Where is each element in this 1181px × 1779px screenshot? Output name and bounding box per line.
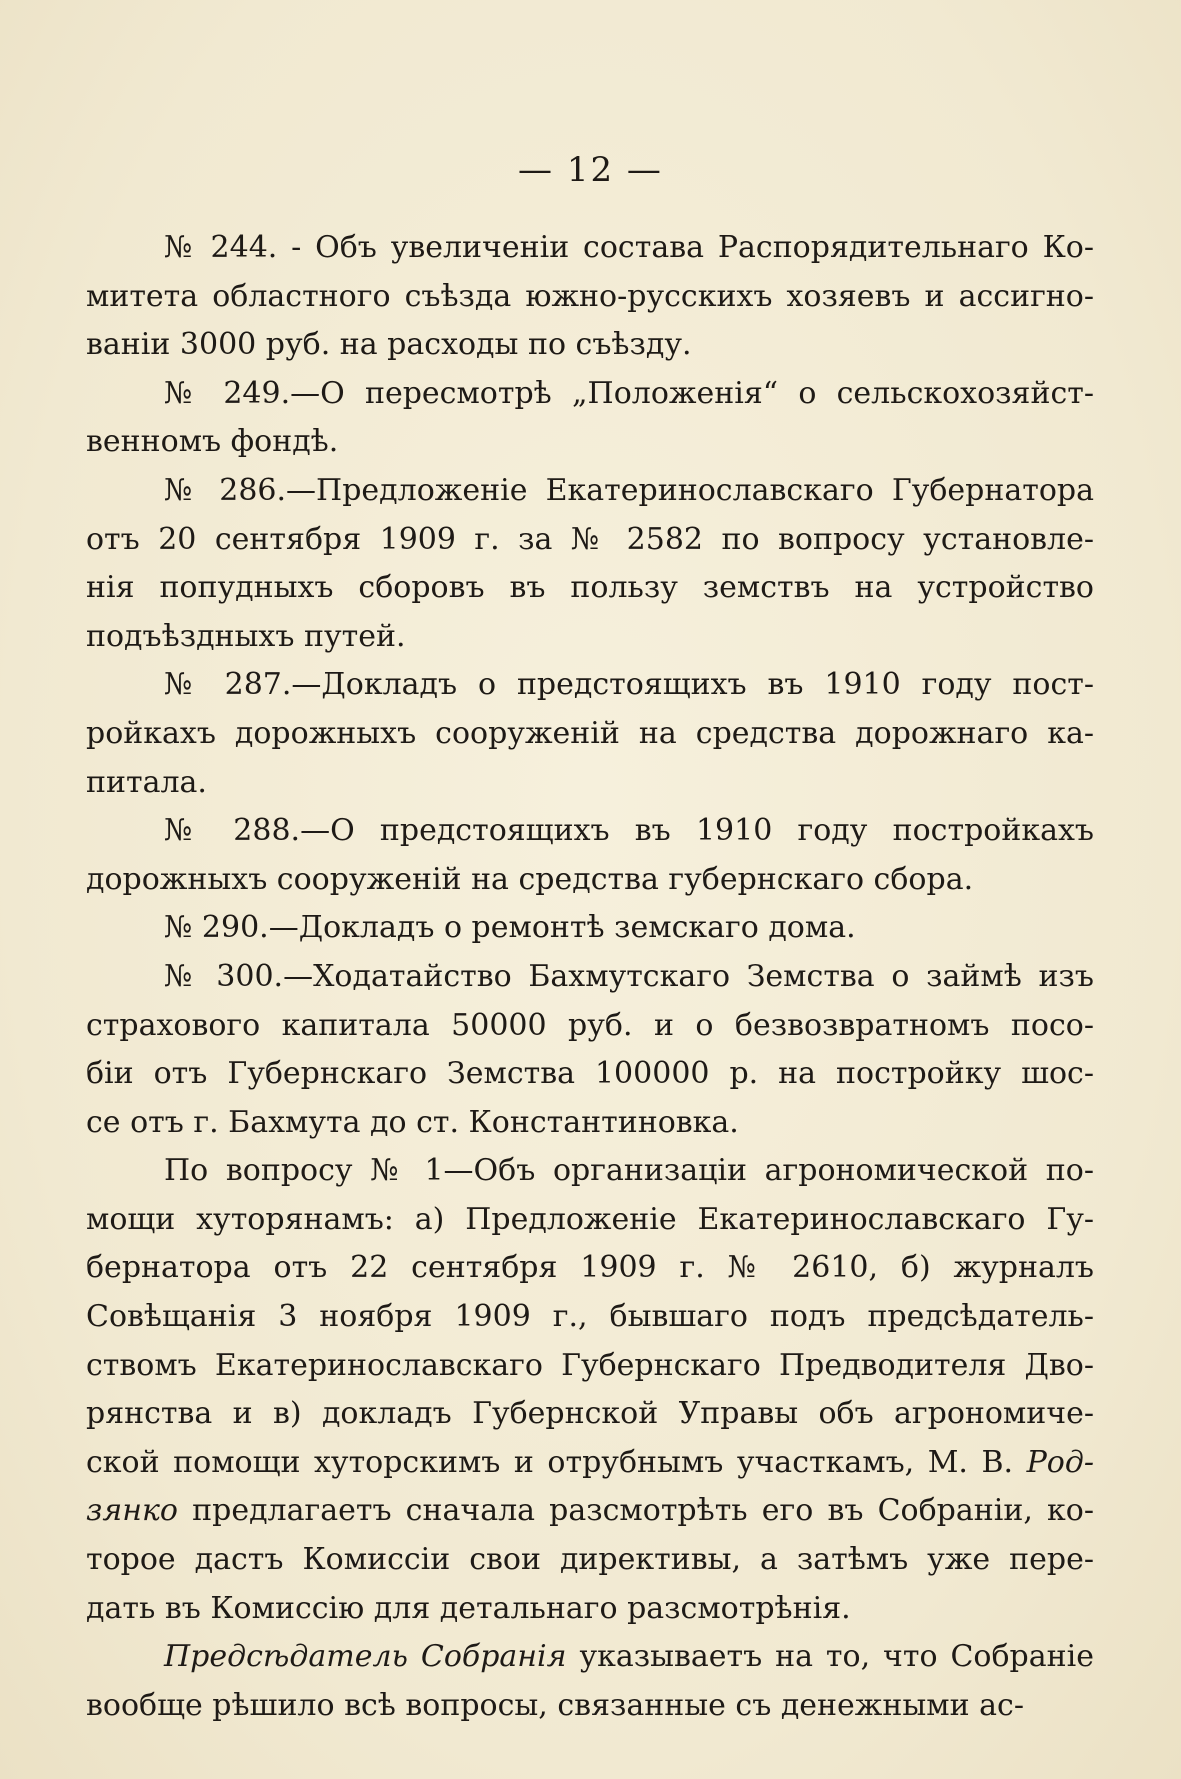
text-line: № 286.—Предложеніе Екатеринославскаго Губернатора (164, 472, 1094, 508)
paragraph (86, 1147, 1094, 1633)
text-line: нія попудныхъ сборовъ въ пользу земствъ на устройство (86, 570, 1094, 606)
text-line: № 300.—Ходатайство Бахмутскаго Земства о займѣ изъ (164, 958, 1094, 994)
text-line: ройкахъ дорожныхъ сооруженій на средства дорожнаго ка- (86, 715, 1094, 751)
text-line: бернатора отъ 22 сентября 1909 г. № 2610, б) журналъ (86, 1250, 1094, 1286)
text-line: торое дастъ Комиссіи свои директивы, а затѣмъ уже пере- (86, 1542, 1094, 1578)
text-line: питала. (86, 764, 207, 800)
paragraph (86, 467, 1094, 661)
text-line: ваніи 3000 руб. на расходы по съѣзду. (86, 327, 692, 363)
text-line: мощи хуторянамъ: а) Предложеніе Екатеринославскаго Гу- (86, 1201, 1094, 1237)
text-line: се отъ г. Бахмута до ст. Константиновка. (86, 1104, 739, 1140)
document-body (86, 224, 1094, 1730)
text-line: ской помощи хуторскимъ и отрубнымъ участкамъ, М. В. Род- (86, 1444, 1094, 1480)
text-line: дать въ Комиссію для детальнаго разсмотрѣнія. (86, 1590, 851, 1626)
text-line: № 249.—О пересмотрѣ „Положенія“ о сельскохозяйст- (164, 375, 1094, 411)
text-line: По вопросу № 1—Объ организаціи агрономической по- (164, 1153, 1094, 1189)
text-line: зянко предлагаетъ сначала разсмотрѣть его въ Собраніи, ко- (86, 1493, 1094, 1529)
text-line: № 244. - Объ увеличеніи состава Распорядительнаго Ко- (164, 230, 1094, 265)
paragraph (86, 953, 1094, 1147)
text-line: вообще рѣшило всѣ вопросы, связанные съ денежными ас- (86, 1687, 1024, 1723)
text-line: біи отъ Губернскаго Земства 100000 р. на постройку шос- (86, 1056, 1094, 1092)
paragraph (86, 1633, 1094, 1730)
text-line: № 290.—Докладъ о ремонтѣ земскаго дома. (164, 910, 856, 946)
text-line: митета областного съѣзда южно-русскихъ хозяевъ и ассигно- (86, 278, 1094, 314)
paragraph (86, 807, 1094, 904)
text-line: Совѣщанія 3 ноября 1909 г., бывшаго подъ предсѣдатель- (86, 1299, 1094, 1335)
text-line: рянства и в) докладъ Губернской Управы объ агрономиче- (86, 1396, 1094, 1432)
text-line: отъ 20 сентября 1909 г. за № 2582 по вопросу установле- (86, 521, 1094, 557)
text-line: № 288.—О предстоящихъ въ 1910 году постройкахъ (164, 813, 1094, 849)
paragraph (86, 661, 1094, 807)
text-line: дорожныхъ сооруженій на средства губернскаго сбора. (86, 861, 974, 897)
paragraph (86, 224, 1094, 370)
text-line: страхового капитала 50000 руб. и о безвозвратномъ посо- (86, 1007, 1094, 1043)
text-line: ствомъ Екатеринославскаго Губернскаго Предводителя Дво- (86, 1347, 1094, 1383)
text-line: подъѣздныхъ путей. (86, 618, 406, 654)
text-line: Предсѣдатель Собранія указываетъ на то, что Собраніе (164, 1639, 1094, 1675)
text-line: № 287.—Докладъ о предстоящихъ въ 1910 году пост- (164, 667, 1094, 703)
page-number: — 12 — (518, 150, 663, 190)
text-line: венномъ фондѣ. (86, 424, 339, 460)
paragraph (86, 370, 1094, 467)
paragraph (86, 904, 1094, 953)
